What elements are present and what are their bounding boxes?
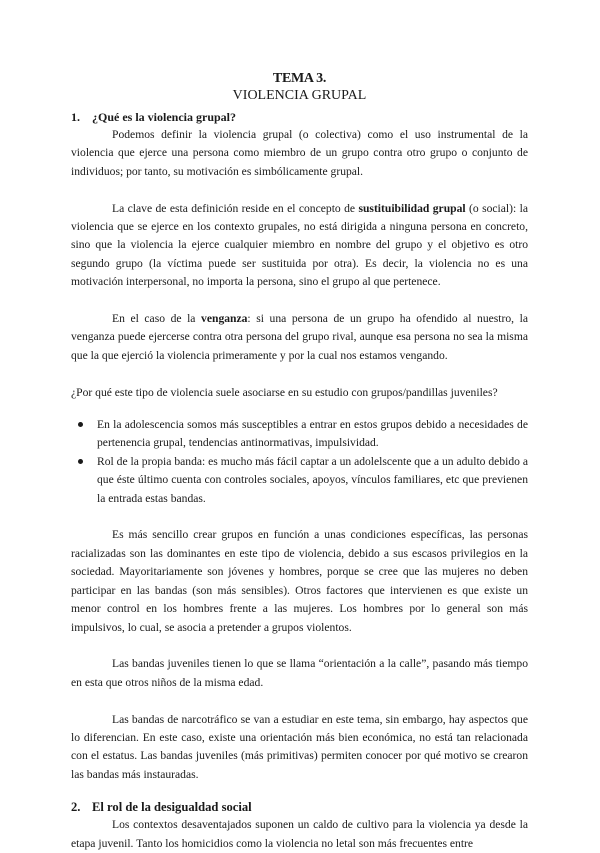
section-heading-1: [71, 108, 528, 126]
paragraph-question: ¿Por qué este tipo de violencia suele asociarse en su estudio con grupos/pandillas juveniles?: [71, 385, 498, 399]
paragraph-grupos: Es más sencillo crear grupos en función a unas condiciones específicas, las personas racializadas son las dominantes en este tipo de violencia, debido a sus escasos privilegios en la sociedad. Mayoritariamente son jóvenes y hombres, porque se cree que las mujeres no deben participar en las bandas (son más sensibles). Otros factores que intervienen es que existe un menor control en los hombres frente a las mujeres. Los hombres por lo general son más impulsivos, lo cual, se asocia a pretender a grupos violentos.: [71, 528, 528, 634]
page-subtitle: VIOLENCIA GRUPAL: [232, 88, 367, 103]
paragraph-venganza: En el caso de la venganza: si una persona de un grupo ha ofendido al nuestro, la venganza puede ejercerse contra otra persona del grupo rival, aunque esa persona no sea la misma que la que ejerció la violencia primeramente y por la cual nos estamos vengando.: [71, 312, 528, 362]
key-term: sustituibilidad grupal: [358, 201, 466, 215]
bullet-icon: [78, 422, 83, 427]
bullet-icon: [78, 459, 83, 464]
section-number: 2.: [71, 800, 81, 815]
section-number: 1.: [71, 110, 80, 124]
paragraph-definition: Podemos definir la violencia grupal (o colectiva) como el uso instrumental de la violencia que ejerce una persona como miembro de un grupo contra otro grupo o conjunto de individuos; por tanto, su motivación es simbólicamente grupal.: [71, 128, 528, 178]
list-item: Rol de la propia banda: es mucho más fácil captar a un adolelscente que a un adulto debido a que éste último cuenta con controles sociales, apoyos, vínculos familiares, etc que previenen la entrada estas bandas.: [71, 453, 528, 508]
section-title: El rol de la desigualdad social: [92, 800, 252, 815]
paragraph-desigualdad: Los contextos desaventajados suponen un caldo de cultivo para la violencia ya desde la etapa juvenil. Tanto los homicidios como la violencia no letal son más frecuentes entre: [71, 818, 528, 850]
paragraph-orientacion-calle: Las bandas juveniles tienen lo que se llama “orientación a la calle”, pasando más tiempo en esta que otros niños de la misma edad.: [71, 657, 528, 689]
bullet-list: [71, 416, 528, 508]
paragraph-narcotrafico: Las bandas de narcotráfico se van a estudiar en este tema, sin embargo, hay aspectos que lo diferencian. En este caso, existe una orientación más bien económica, no está tan relacionada con el estatus. Las bandas juveniles (más primitivas) permiten conocer por qué motivo se crearon las bandas más instauradas.: [71, 712, 528, 781]
document-body: [71, 70, 528, 853]
paragraph-sustituibilidad: La clave de esta definición reside en el concepto de sustituibilidad grupal (o social): la violencia que se ejerce en los contexto grupales, no está dirigida a ninguna persona en concreto, sino que la violencia la ejerce cualquier miembro en nombre del grupo y el objetivo es otro segundo grupo (la víctima puede ser sustituida por otra). Es decir, la violencia no es una motivación interpersonal, no importa la persona, sino el grupo al que pertenece.: [71, 201, 528, 289]
list-item: En la adolescencia somos más susceptibles a entrar en estos grupos debido a necesidades de pertenencia grupal, tendencias antinormativas, impulsividad.: [71, 416, 528, 453]
page-title: TEMA 3.: [272, 71, 327, 86]
section-heading-2: [71, 798, 528, 816]
section-title: ¿Qué es la violencia grupal?: [92, 110, 236, 124]
key-term: venganza: [201, 312, 248, 326]
